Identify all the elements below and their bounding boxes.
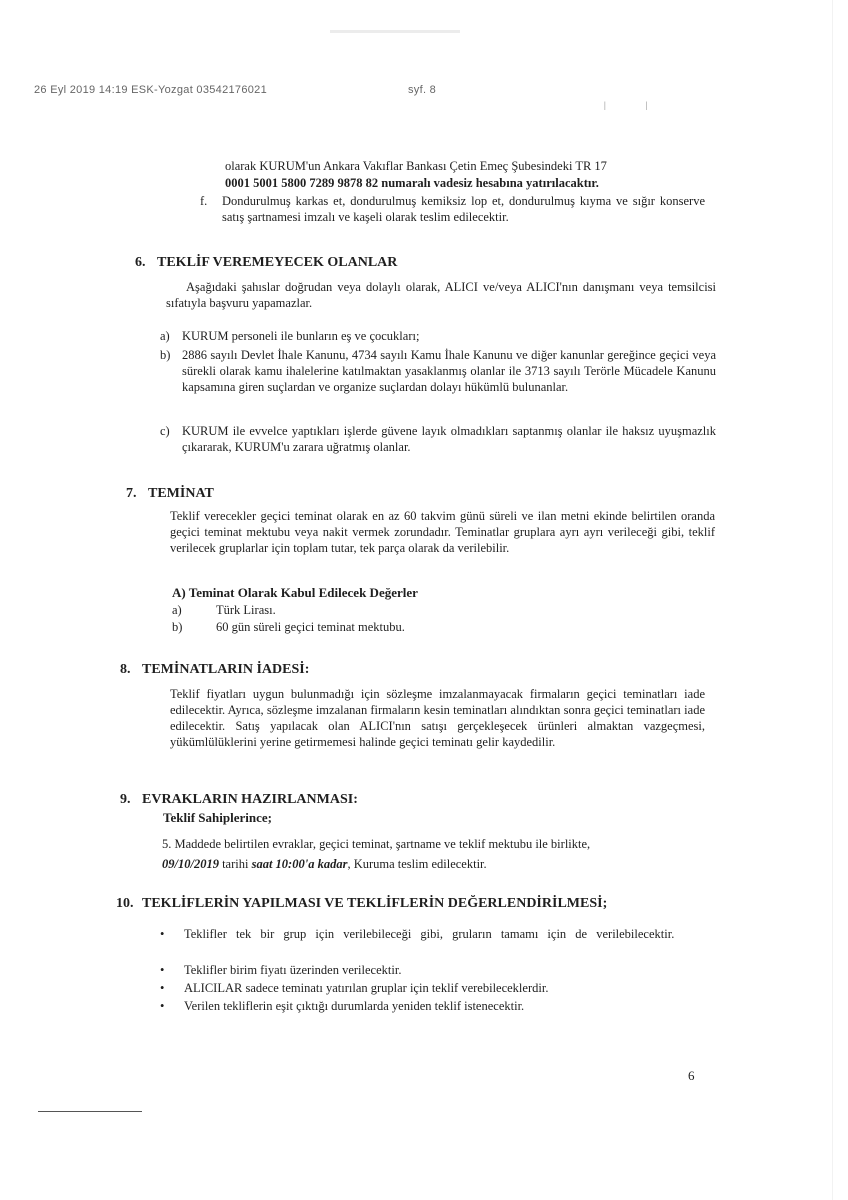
item-text-b: , Kuruma teslim edilecektir.	[347, 857, 487, 871]
section-10-bullet-1	[160, 926, 700, 942]
section-9-subheading: Teklif Sahiplerince;	[163, 810, 272, 825]
section-6-title: TEKLİF VEREMEYECEK OLANLAR	[157, 255, 398, 270]
section-6-item-a	[160, 328, 716, 344]
section-9-title: EVRAKLARIN HAZIRLANMASI:	[142, 792, 358, 807]
deadline-date: 09/10/2019	[162, 857, 219, 871]
bullet-text: Teklifler birim fiyatı üzerinden verilecektir.	[184, 963, 402, 977]
section-7-title: TEMİNAT	[148, 486, 214, 501]
fax-header-text: 26 Eyl 2019 14:19 ESK-Yozgat 03542176021	[34, 84, 267, 96]
item-text: 60 gün süreli geçici teminat mektubu.	[216, 620, 405, 634]
section-6-number: 6.	[135, 255, 146, 270]
item-f-label: f.	[200, 194, 208, 208]
item-text: KURUM ile evvelce yaptıkları işlerde güvene layık olmadıkları saptanmış olanlar ile haksız uyuşmazlık çıkararak, KURUM'u zarara uğratmış olanlar.	[182, 424, 716, 454]
item-text: 2886 sayılı Devlet İhale Kanunu, 4734 sayılı Kamu İhale Kanunu ve diğer kanunlar gereğince geçici veya sürekli olarak kamu ihalelerine katılmaktan yasaklanmış olanlar ile 3713 sayılı Terörle Mücadele Kanunu kapsamına giren suçlardan ve organize suçlardan dolayı hükümlü bulunanlar.	[182, 348, 716, 394]
section-6-item-b	[160, 347, 716, 395]
section-7-subheading: A) Teminat Olarak Kabul Edilecek Değerler	[172, 585, 418, 600]
section-8-number: 8.	[120, 662, 131, 677]
item-text: KURUM personeli ile bunların eş ve çocukları;	[182, 329, 420, 343]
section-7-intro: Teklif verecekler geçici teminat olarak en az 60 takvim günü süreli ve ilan metni ekinde belirtilen oranda geçici teminat mektubu veya nakit vermek zorundadır. Teminatlar gruplara ayrı ayrı verileceği gibi, teklif verilecek gruplarlar için toplam tutar, tek parça olarak da verilebilir.	[170, 509, 715, 555]
section-8-title: TEMİNATLARIN İADESİ:	[142, 662, 310, 677]
item-f-text: Dondurulmuş karkas et, dondurulmuş kemiksiz lop et, dondurulmuş kıyma ve sığır konserve satış şartnamesi imzalı ve kaşeli olarak teslim edilecektir.	[222, 194, 705, 224]
section-10-bullet-4	[160, 998, 700, 1014]
page-number: 6	[688, 1068, 695, 1083]
section-9-item-line-1	[162, 836, 590, 852]
section-10-title: TEKLİFLERİN YAPILMASI VE TEKLİFLERİN DEĞERLENDİRİLMESİ;	[142, 896, 608, 911]
scan-marks: | |	[604, 100, 648, 110]
section-7-heading	[126, 486, 214, 502]
item-label: a)	[160, 329, 170, 343]
bullet-icon: •	[160, 963, 165, 977]
item-label: c)	[160, 424, 170, 438]
item-label: 5.	[162, 837, 172, 851]
continuation-line-2: 0001 5001 5800 7289 9878 82 numaralı vadesiz hesabına yatırılacaktır.	[225, 176, 599, 190]
section-9-heading	[120, 792, 358, 808]
section-9-number: 9.	[120, 792, 131, 807]
scan-edge	[832, 0, 833, 1200]
section-8-text: Teklif fiyatları uygun bulunmadığı için sözleşme imzalanmayacak firmaların geçici teminatları iade edilecektir. Ayrıca, sözleşme imzalanan firmaların kesin teminatları alındıktan sonra geçici teminatları iade edilecektir. Satış yapılacak olan ALICI'nın satışı gerçekleşecek ürünleri almaktan vazgeçmesi, yükümlülüklerini yerine getirmemesi halinde geçici teminatı gelir kaydedilir.	[170, 687, 705, 749]
section-10-heading	[116, 896, 607, 912]
section-10-bullet-2	[160, 962, 700, 978]
deadline-tarihi: tarihi	[222, 857, 249, 871]
section-7-item-b	[172, 619, 405, 635]
bullet-text: Verilen tekliflerin eşit çıktığı durumlarda yeniden teklif istenecektir.	[184, 999, 525, 1013]
bullet-text: ALICILAR sadece teminatı yatırılan gruplar için teklif verebileceklerdir.	[184, 981, 549, 995]
section-9-item-line-2	[162, 856, 487, 872]
item-f	[200, 193, 705, 225]
section-8-heading	[120, 662, 309, 678]
section-6-intro: Aşağıdaki şahıslar doğrudan veya dolaylı olarak, ALICI ve/veya ALICI'nın danışmanı veya temsilcisi sıfatıyla başvuru yapamazlar.	[166, 280, 716, 310]
section-10-bullet-3	[160, 980, 700, 996]
item-text-a: Maddede belirtilen evraklar, geçici teminat, şartname ve teklif mektubu ile birlikte,	[174, 837, 591, 851]
scan-artifact	[330, 30, 460, 33]
bullet-icon: •	[160, 999, 165, 1013]
deadline-time: saat 10:00'a kadar	[251, 857, 348, 871]
continuation-line-1: olarak KURUM'un Ankara Vakıflar Bankası Çetin Emeç Şubesindeki TR 17	[225, 159, 607, 173]
item-label: a)	[172, 603, 182, 617]
bullet-icon: •	[160, 981, 165, 995]
item-label: b)	[172, 620, 183, 634]
section-6-heading	[135, 255, 397, 271]
bullet-text: Teklifler tek bir grup için verilebileceği gibi, gruların tamamı için de verilebilecektir.	[184, 927, 675, 941]
bullet-icon: •	[160, 927, 165, 941]
section-7-number: 7.	[126, 486, 137, 501]
footer-rule	[38, 1111, 142, 1112]
item-label: b)	[160, 348, 171, 362]
section-6-item-c	[160, 423, 716, 455]
fax-page: syf. 8	[408, 84, 437, 96]
fax-header	[34, 84, 437, 96]
item-text: Türk Lirası.	[216, 603, 276, 617]
section-7-item-a	[172, 602, 276, 618]
section-10-number: 10.	[116, 896, 134, 911]
